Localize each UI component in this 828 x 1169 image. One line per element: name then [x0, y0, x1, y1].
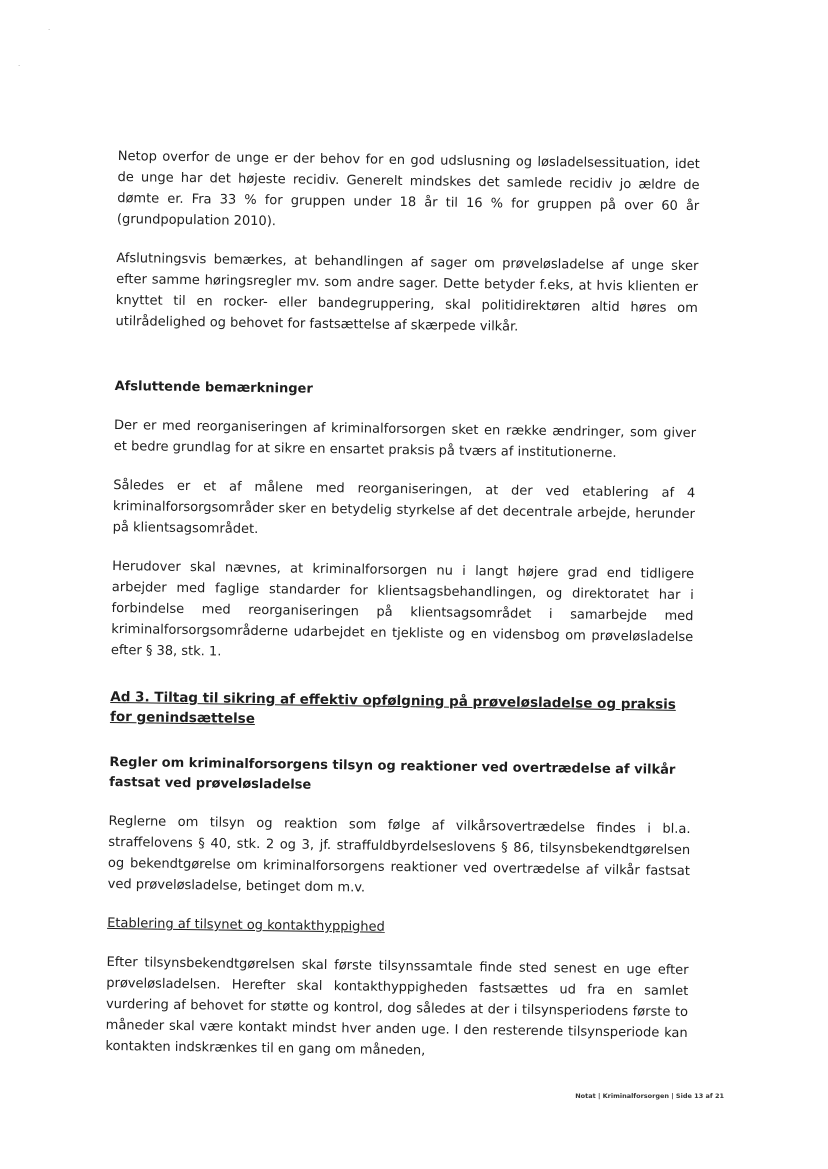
document-body — [105, 146, 700, 1065]
page-footer: Notat | Kriminalforsorgen | Side 13 af 21 — [575, 1092, 724, 1100]
heading-ad-3: Ad 3. Tiltag til sikring af effektiv opfølgning på prøveløsladelse og praksis for genindsættelse — [109, 688, 676, 727]
heading-afsluttende-bemaerkninger: Afsluttende bemærkninger — [114, 378, 313, 397]
heading-regler-tilsyn: Regler om kriminalforsorgens tilsyn og reaktioner ved overtrædelse af vilkår fastsat ved prøveløsladelse — [109, 754, 676, 793]
scan-speck: . — [48, 24, 51, 32]
paragraph-reglerne: Reglerne om tilsyn og reaktion som følge af vilkårsovertrædelse findes i bl.a. straffelovens § 40, stk. 2 og 3, jf. straffuldbyrdelseslovens § 86, tilsynsbekendtgørelsen og bekendtgørelse om kriminalforsorgens reaktioner ved overtrædelse af vilkår fastsat ved prøveløsladelse, betinget dom m.v. — [107, 813, 691, 896]
scan-speck: . — [18, 60, 21, 68]
heading-etablering: Etablering af tilsynet og kontakthyppighed — [107, 915, 385, 935]
paragraph-herudover: Herudover skal nævnes, at kriminalforsorgen nu i langt højere grad end tidligere arbejder med faglige standarder for klientsagsbehandlingen, og direktoratet har i forbindelse med reorganiseringen på klientsagsområdet i samarbejde med kriminalforsorgsområderne udarbejdet en tjekliste og en vidensbog om prøveløsladelse efter § 38, stk. 1. — [110, 558, 695, 660]
paragraph-reorganisering: Der er med reorganiseringen af kriminalforsorgen sket en række ændringer, som giver et bedre grundlag for at sikre en ensartet praksis på tværs af institutionerne. — [113, 417, 697, 461]
paragraph-recidiv: Netop overfor de unge er der behov for en god udslusning og løsladelsessituation, idet de unge har det højeste recidiv. Generelt mindskes det samlede recidiv jo ældre de dømte er. Fra 33 % for gruppen under 18 år til 16 % for gruppen på over 60 år (grundpopulation 2010). — [116, 148, 700, 230]
paragraph-afslutningsvis: Afslutningsvis bemærkes, at behandlingen af sager om prøveløsladelse af unge sker efter samme høringsregler mv. som andre sager. Dette betyder f.eks, at hvis klienten er knyttet til en rocker- eller bandegruppering, skal politidirektøren altid høres om utilrådelighed og behovet for fastsættelse af skærpede vilkår. — [115, 250, 699, 335]
paragraph-tilsynsbekendtgoerelsen: Efter tilsynsbekendtgørelsen skal første tilsynssamtale finde sted senest en uge efter prøveløsladelsen. Herefter skal kontakthyppigheden fastsættes ud fra en samlet vurdering af behovet for støtte og kontrol, dog således at der i tilsynsperiodens første to måneder skal være kontakt mindst hver anden uge. I den resterende tilsynsperiode kan kontakten indskrænkes til en gang om måneden, — [105, 954, 689, 1059]
paragraph-maal: Således er et af målene med reorganiseringen, at der ved etablering af 4 kriminalforsorgsområder sker en betydelig styrkelse af det decentrale arbejde, herunder på klientsagsområdet. — [112, 477, 696, 537]
